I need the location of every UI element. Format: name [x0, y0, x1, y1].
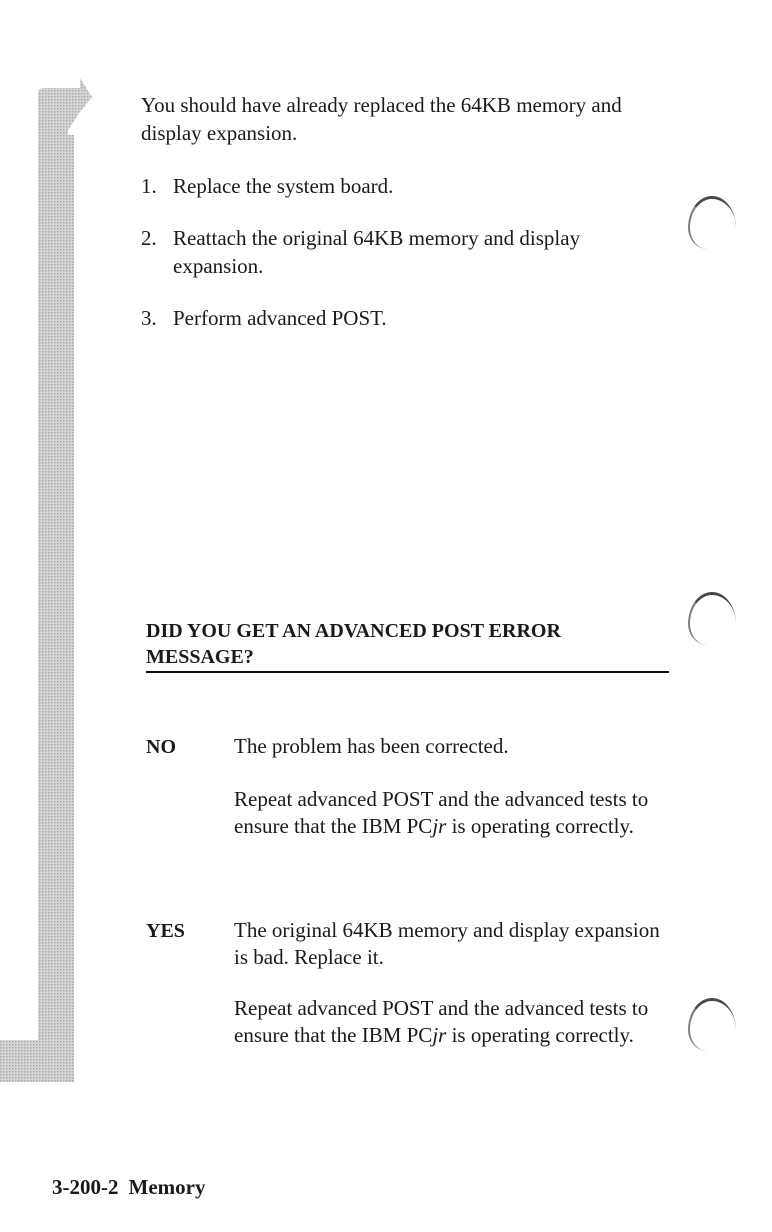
list-item: [141, 304, 661, 332]
punch-hole: [688, 998, 736, 1051]
intro-text: You should have already replaced the 64KB memory and display expansion.: [141, 93, 622, 145]
answer-label: NO: [146, 736, 176, 758]
page-number: 3-200-2: [52, 1175, 119, 1199]
flow-arrow: [0, 0, 110, 1090]
page-footer: [52, 1173, 205, 1201]
step-text: Replace the system board.: [173, 174, 394, 198]
answer-text: The problem has been corrected.: [234, 734, 509, 758]
step-text: Perform advanced POST.: [173, 306, 387, 330]
step-number: 3.: [141, 306, 157, 330]
step-number: 2.: [141, 226, 157, 250]
answer-instruction: Repeat advanced POST and the advanced tests to ensure that the IBM PCjr is operating correctly.: [234, 996, 649, 1047]
decision-question: DID YOU GET AN ADVANCED POST ERROR MESSAGE?: [146, 618, 669, 673]
list-item: [141, 224, 661, 280]
answer-text: The original 64KB memory and display expansion is bad. Replace it.: [234, 918, 660, 969]
answer-label: YES: [146, 920, 185, 942]
step-list: [141, 172, 661, 332]
step-number: 1.: [141, 174, 157, 198]
step-text: Reattach the original 64KB memory and display expansion.: [173, 226, 581, 278]
section-title: Memory: [128, 1175, 206, 1199]
punch-hole: [688, 592, 736, 645]
punch-hole: [688, 196, 736, 249]
list-item: [141, 172, 661, 200]
answer-instruction: Repeat advanced POST and the advanced tests to ensure that the IBM PCjr is operating correctly.: [234, 787, 649, 838]
